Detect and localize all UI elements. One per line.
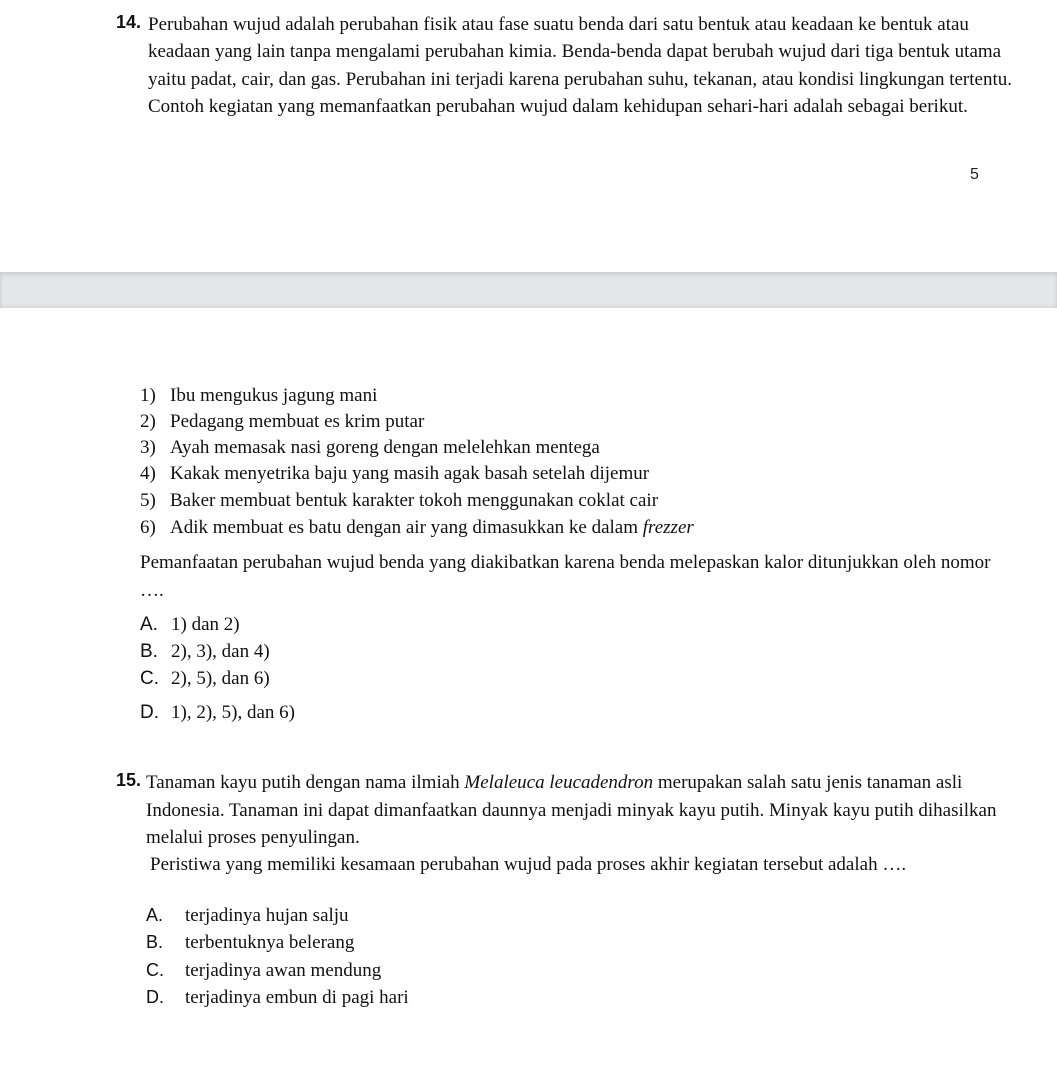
list-item-text: Adik membuat es batu dengan air yang dimasukkan ke dalam <box>170 517 639 538</box>
q15-intro-start: Tanaman kayu putih dengan nama ilmiah <box>146 772 460 793</box>
list-item-number: 5) <box>140 490 156 511</box>
option-letter: B. <box>140 641 158 662</box>
list-item-number: 6) <box>140 517 156 538</box>
option-letter: C. <box>146 960 164 980</box>
q15-intro-end: merupakan salah satu jenis tanaman asli Indonesia. Tanaman ini dapat dimanfaatkan daunnya menjadi minyak kayu putih. Minyak kayu putih dihasilkan melalui proses penyulingan. <box>146 772 997 849</box>
option-text: 1), 2), 5), dan 6) <box>171 702 295 723</box>
list-item <box>140 461 649 487</box>
q15-question: Peristiwa yang memiliki kesamaan perubahan wujud pada proses akhir kegiatan tersebut adalah …. <box>150 854 907 875</box>
option-letter: B. <box>146 932 164 952</box>
option-letter: D. <box>140 702 159 723</box>
list-item-text: Baker membuat bentuk karakter tokoh menggunakan coklat cair <box>170 490 659 511</box>
list-item <box>140 488 658 514</box>
q15-intro <box>146 769 1016 852</box>
list-item-number: 2) <box>140 411 156 432</box>
option-text: terjadinya embun di pagi hari <box>185 987 409 1008</box>
option-text: terjadinya hujan salju <box>185 905 349 926</box>
q15-option-a[interactable] <box>146 905 349 927</box>
page-separator <box>0 272 1057 308</box>
q14-question: Pemanfaatan perubahan wujud benda yang diakibatkan karena benda melepaskan kalor ditunjukkan oleh nomor …. <box>140 552 991 601</box>
page-top <box>0 0 1057 272</box>
list-item-number: 4) <box>140 463 156 484</box>
q15-scientific-name: Melaleuca leucadendron <box>464 772 654 793</box>
option-letter: C. <box>140 668 159 689</box>
q14-paragraph: Perubahan wujud adalah perubahan fisik atau fase suatu benda dari satu bentuk atau keadaan ke bentuk atau keadaan yang lain tanpa mengalami perubahan kimia. Benda-benda dapat berubah wujud dari tiga bentuk utama yaitu padat, cair, dan gas. Perubahan ini terjadi karena perubahan suhu, tekanan, atau kondisi lingkungan tertentu. Contoh kegiatan yang memanfaatkan perubahan wujud dalam kehidupan sehari-hari adalah sebagai berikut. <box>148 14 1012 118</box>
page-number: 5 <box>970 166 979 183</box>
option-text: terbentuknya belerang <box>185 932 355 953</box>
q14-number: 14. <box>116 12 142 32</box>
list-item-text: Ayah memasak nasi goreng dengan melelehkan mentega <box>170 437 600 458</box>
q14-option-a[interactable] <box>140 614 240 636</box>
q14-option-b[interactable] <box>140 641 270 663</box>
list-item-text: Pedagang membuat es krim putar <box>170 411 425 432</box>
list-item <box>140 383 377 409</box>
option-text: 2), 3), dan 4) <box>171 641 270 662</box>
option-letter: D. <box>146 987 164 1007</box>
option-text: 1) dan 2) <box>171 614 240 635</box>
list-item <box>140 409 424 435</box>
q15-option-d[interactable] <box>146 987 409 1009</box>
list-item-text: Ibu mengukus jagung mani <box>170 385 378 406</box>
list-item-number: 3) <box>140 437 156 458</box>
q14-option-d[interactable] <box>140 702 295 724</box>
q14-option-c[interactable] <box>140 668 270 690</box>
q15-option-b[interactable] <box>146 932 354 954</box>
list-item-text: Kakak menyetrika baju yang masih agak basah setelah dijemur <box>170 463 650 484</box>
option-letter: A. <box>146 905 164 925</box>
list-item-italic-word: frezzer <box>642 517 694 538</box>
option-text: terjadinya awan mendung <box>185 960 382 981</box>
list-item-number: 1) <box>140 385 156 406</box>
list-item <box>140 515 694 541</box>
option-letter: A. <box>140 614 158 635</box>
list-item <box>140 435 600 461</box>
option-text: 2), 5), dan 6) <box>171 668 270 689</box>
q15-option-c[interactable] <box>146 960 381 982</box>
q15-number: 15. <box>116 770 142 790</box>
